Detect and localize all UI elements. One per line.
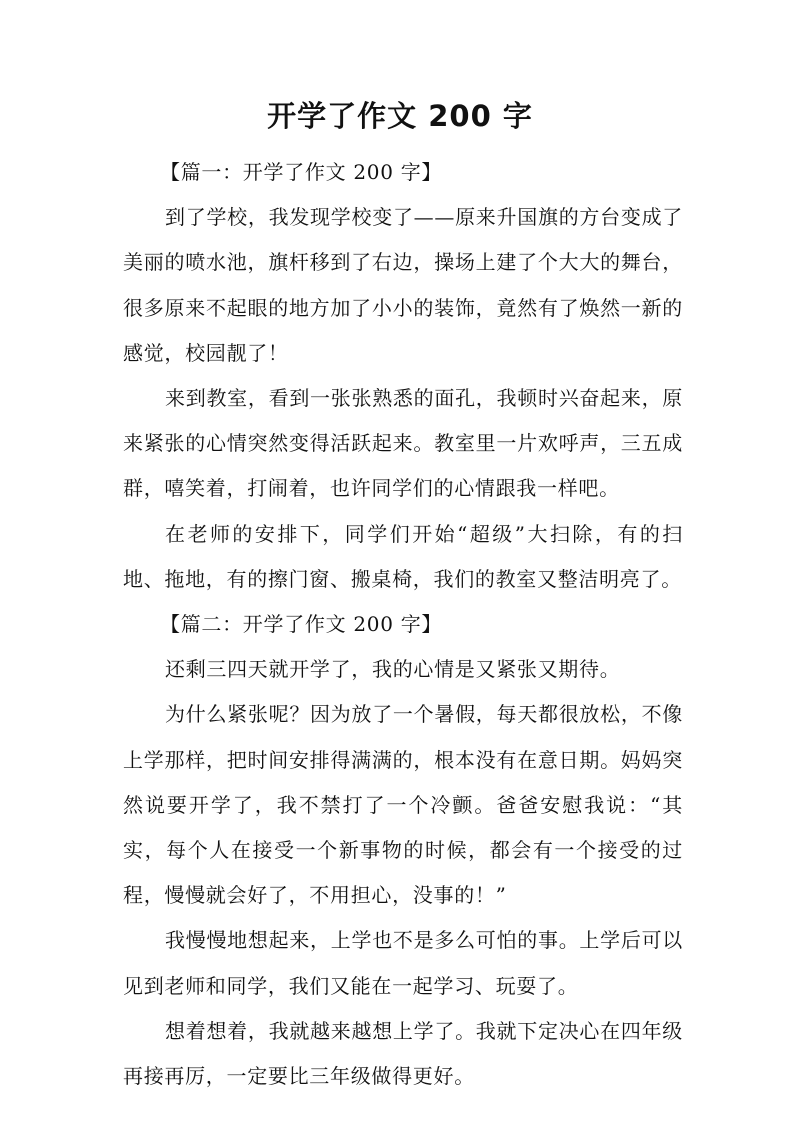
page-title: 开学了作文 200 字 <box>267 99 533 133</box>
paragraph: 我慢慢地想起来，上学也不是多么可怕的事。上学后可以见到老师和同学，我们又能在一起学习、玩耍了。 <box>123 928 683 998</box>
section-heading-2: 【篇二：开学了作文 200 字】 <box>160 612 443 637</box>
section-heading-1: 【篇一：开学了作文 200 字】 <box>160 160 443 184</box>
paragraph: 在老师的安排下，同学们开始“超级”大扫除，有的扫地、拖地，有的擦门窗、搬桌椅，我们的教室又整洁明亮了。 <box>123 521 683 591</box>
paragraph: 想着想着，我就越来越想上学了。我就下定决心在四年级再接再厉，一定要比三年级做得更好。 <box>123 1018 683 1089</box>
paragraph: 到了学校，我发现学校变了——原来升国旗的方台变成了美丽的喷水池，旗杆移到了右边，操场上建了个大大的舞台，很多原来不起眼的地方加了小小的装饰，竟然有了焕然一新的感觉，校园靓了！ <box>123 205 683 365</box>
paragraph: 为什么紧张呢？因为放了一个暑假，每天都很放松，不像上学那样，把时间安排得满满的，根本没有在意日期。妈妈突然说要开学了，我不禁打了一个冷颤。爸爸安慰我说：“其实，每个人在接受一个新事物的时候，都会有一个接受的过程，慢慢就会好了，不用担心，没事的！” <box>123 702 683 908</box>
paragraph: 还剩三四天就开学了，我的心情是又紧张又期待。 <box>165 657 621 682</box>
essay-body <box>123 150 683 1099</box>
paragraph: 来到教室，看到一张张熟悉的面孔，我顿时兴奋起来，原来紧张的心情突然变得活跃起来。教室里一片欢呼声，三五成群，嘻笑着，打闹着，也许同学们的心情跟我一样吧。 <box>123 386 683 501</box>
